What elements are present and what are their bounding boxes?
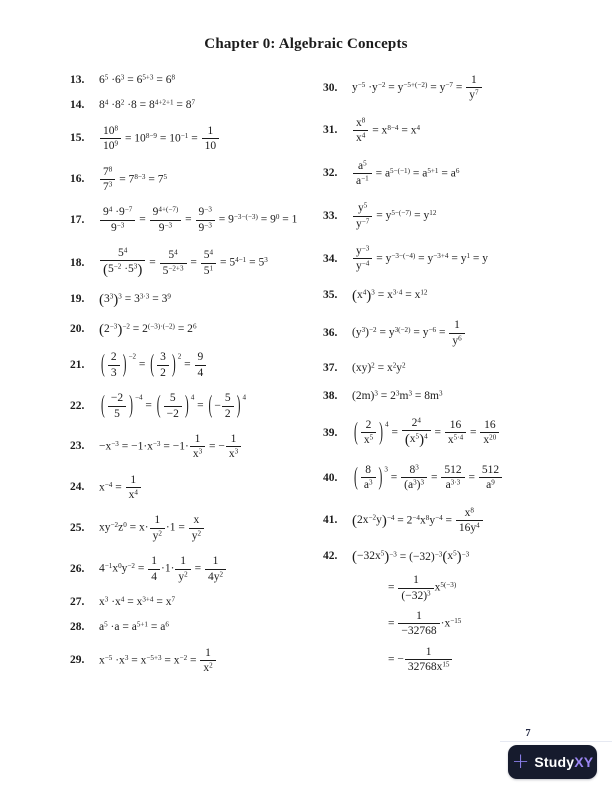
problem-expression: $x^{-5} \cdot x^3 = x^{-5+3} = x^{-2}$ = $\frac{1}{x^2}$ (99, 646, 217, 676)
problem-14 (70, 98, 322, 112)
problem-number: 32. (323, 167, 338, 180)
problem-expression: $(x^4)^3 = x^{3\cdot 4} = x^{12}$ (352, 287, 428, 304)
problem-number: 22. (70, 399, 85, 412)
open-paren: ( (208, 392, 213, 419)
problem-expression: $\frac{x^8}{x^4}$ = $x^{8-4} = x^4$ (352, 116, 420, 146)
close-paren: ) (129, 392, 133, 419)
problem-expression: ( $\frac{2}{3}$ ) $^{-2}$ = ( $\frac{3}{2}$ ) $^2$ = $\frac{9}{4}$ (99, 350, 207, 380)
problem-24 (70, 473, 322, 503)
page-title: Chapter 0: Algebraic Concepts (204, 36, 408, 52)
problem-number: 35. (323, 288, 338, 301)
problem-expression: $a^5 \cdot a = a^{5+1} = a^6$ (99, 620, 169, 634)
problem-number: 19. (70, 292, 85, 305)
close-paren: ) (137, 262, 143, 279)
close-paren: ) (384, 549, 390, 566)
close-paren: ) (378, 464, 383, 491)
problem-26 (70, 554, 322, 584)
footer-divider (500, 741, 612, 742)
problem-30 (323, 73, 605, 103)
problem-28 (70, 620, 322, 634)
open-paren: ( (354, 464, 358, 491)
plus-icon: + (511, 748, 530, 773)
problem-expression: $\frac{y^{-3}}{y^{-4}}$ = $y^{-3-(-4)} = y^{-3+4} = y^1 = y$ (352, 244, 488, 274)
open-paren: ( (404, 432, 410, 449)
problem-25 (70, 513, 322, 543)
problem-number: 38. (323, 389, 338, 402)
problem-22 (70, 391, 322, 421)
problem-number: 14. (70, 99, 85, 112)
close-paren: ) (236, 392, 241, 419)
problem-34 (323, 244, 605, 274)
problem-number: 41. (323, 514, 338, 527)
close-paren: ) (122, 351, 127, 379)
problems-area (0, 73, 612, 687)
problem-expression: $\frac{9^4 \cdot 9^{-7}}{9^{-3}}$ = $\frac{9^{4+(-7)}}{9^{-3}}$ = $\frac{9^{-3}}{9^{-3}}$ = $9^{-3-(-3)} = 9^0 = 1$ (99, 205, 297, 235)
problem-expression: $x^3 \cdot x^4 = x^{3+4} = x^7$ (99, 595, 176, 608)
problems-column-left (70, 73, 322, 687)
problem-number: 40. (323, 471, 338, 484)
brand-name-primary: Study (534, 754, 575, 770)
problem-41 (323, 506, 605, 536)
problem-expression: ( $\frac{8}{a^3}$ ) $^3$ = $\frac{8^3}{(a^3)^3}$ = $\frac{512}{a^{3\cdot 3}}$ = $\frac{512}{a^9}$ (352, 463, 503, 493)
problem-expression: $\frac{5^4}{(5^{-2} \cdot 5^3)}$ = $\frac{5^4}{5^{-2+3}}$ = $\frac{5^4}{5^1}$ = $5^{4-1} = 5^3$ (99, 246, 268, 280)
close-paren: ) (117, 321, 123, 338)
open-paren: ( (354, 419, 358, 446)
problem-number: 15. (70, 132, 85, 145)
problem-15 (70, 124, 322, 154)
problem-number: 17. (70, 213, 85, 226)
problem-expression: $(-32x^5)^{-3} = (-32)^{-3}(x^5)^{-3}$ = $\frac{1}{(-32)^3}$ $x^{5(-3)}$ = $\frac{1}{-32768}$ $\cdot x^{-15}$ = − $\frac{1}{32768x^{15}}$ (352, 549, 470, 674)
open-paren: ( (101, 392, 105, 419)
problem-number: 24. (70, 481, 85, 494)
open-paren: ( (352, 287, 357, 304)
problem-number: 29. (70, 654, 85, 667)
problem-35 (323, 287, 605, 306)
open-paren: ( (103, 262, 108, 279)
problem-number: 37. (323, 362, 338, 375)
problem-37 (323, 361, 605, 375)
problem-33 (323, 201, 605, 231)
problem-13 (70, 73, 322, 87)
problem-expression: $6^5 \cdot 6^3 = 6^{5+3} = 6^8$ (99, 73, 176, 86)
problem-number: 20. (70, 322, 85, 335)
problems-column-right (323, 73, 605, 687)
close-paren: ) (379, 419, 383, 446)
open-paren: ( (442, 549, 448, 566)
problem-expression: $\frac{a^5}{a^{-1}}$ = $a^{5-(-1)} = a^{5+1} = a^6$ (352, 159, 459, 189)
open-paren: ( (352, 513, 357, 530)
close-paren: ) (419, 432, 425, 449)
page-number: 7 (525, 728, 531, 739)
problem-expression: $8^4 \cdot 8^2 \cdot 8 = 8^{4+2+1} = 8^7$ (99, 98, 196, 112)
problem-expression: $4^{-1}x^0y^{-2}$ = $\frac{1}{4}$ ·1· $\frac{1}{y^2}$ = $\frac{1}{4y^2}$ (99, 554, 227, 584)
problem-20 (70, 321, 322, 340)
problem-expression: $(xy)^2 = x^2y^2$ (352, 361, 406, 375)
problem-19 (70, 291, 322, 310)
problem-number: 25. (70, 521, 85, 534)
problem-expression: $y^{-5} \cdot y^{-2} = y^{-5+(-2)} = y^{-7}$ = $\frac{1}{y^7}$ (352, 73, 483, 103)
problem-40 (323, 463, 605, 493)
problem-number: 33. (323, 209, 338, 222)
problem-number: 27. (70, 595, 85, 608)
problem-number: 23. (70, 440, 85, 453)
problem-23 (70, 432, 322, 462)
problem-expression: $(3^3)^3 = 3^{3\cdot 3} = 3^9$ (99, 292, 171, 309)
problem-36 (323, 318, 605, 348)
problem-expression: $-x^{-3} = -1\cdot x^{-3} = -1\cdot$ $\frac{1}{x^3}$ = − $\frac{1}{x^3}$ (99, 432, 242, 462)
problem-expression: $(2x^{-2}y)^{-4} = 2^{-4}x^8y^{-4}$ = $\frac{x^8}{16y^4}$ (352, 506, 484, 536)
problem-32 (323, 159, 605, 189)
problem-39 (323, 416, 605, 450)
close-paren: ) (171, 351, 176, 379)
close-paren: ) (456, 549, 462, 566)
problem-38 (323, 389, 605, 403)
problem-42 (323, 549, 605, 675)
problem-expression: $\frac{y^5}{y^{-7}}$ = $y^{5-(-7)} = y^{12}$ (352, 201, 436, 231)
problem-number: 13. (70, 74, 85, 86)
problem-number: 21. (70, 358, 85, 371)
problem-number: 39. (323, 426, 338, 439)
problem-number: 42. (323, 550, 338, 563)
open-paren: ( (156, 392, 161, 419)
problem-number: 16. (70, 173, 85, 186)
problem-16 (70, 165, 322, 195)
problem-expression: $\frac{10^8}{10^9}$ = $10^{8-9} = 10^{-1}$ = $\frac{1}{10}$ (99, 124, 220, 154)
problem-expression: $(2^{-3})^{-2} = 2^{(-3)\cdot(-2)} = 2^6$ (99, 321, 197, 338)
problem-expression: $(y^3)^{-2} = y^{3(-2)} = y^{-6}$ = $\frac{1}{y^6}$ (352, 318, 466, 348)
close-paren: ) (381, 513, 387, 530)
problem-expression: $\frac{7^8}{7^3}$ = $7^{8-3} = 7^5$ (99, 165, 167, 195)
problem-number: 18. (70, 256, 85, 269)
open-paren: ( (101, 351, 105, 379)
open-paren: ( (99, 292, 104, 309)
problem-18 (70, 246, 322, 280)
problem-number: 28. (70, 621, 85, 634)
problem-expression: $(2m)^3 = 2^3m^3 = 8m^3$ (352, 389, 443, 402)
brand-name-accent: XY (574, 754, 594, 770)
problem-number: 36. (323, 326, 338, 339)
studyxy-logo[interactable] (508, 745, 597, 779)
problem-expression: ( $\frac{-2}{5}$ ) $^{-4}$ = ( $\frac{5}{-2}$ ) $^4$ = ( − $\frac{5}{2}$ ) $^4$ (99, 391, 246, 421)
problem-21 (70, 350, 322, 380)
problem-number: 26. (70, 562, 85, 575)
problem-number: 34. (323, 252, 338, 265)
problem-expression: ( $\frac{2}{x^5}$ ) $^4$ = $\frac{2^4}{(x^5)^4}$ = $\frac{16}{x^{5\cdot 4}}$ = $\frac{16}{x^{20}}$ (352, 416, 500, 450)
problem-17 (70, 205, 322, 235)
open-paren: ( (150, 351, 155, 379)
open-paren: ( (99, 321, 104, 338)
problem-expression: $x^{-4}$ = $\frac{1}{x^4}$ (99, 473, 142, 503)
close-paren: ) (366, 287, 372, 304)
problem-27 (70, 595, 322, 609)
brand-name (534, 754, 593, 770)
problem-number: 31. (323, 124, 338, 137)
problem-expression: $xy^{-2}z^0 = x\cdot$ $\frac{1}{y^2}$ ·1 = $\frac{x}{y^2}$ (99, 513, 205, 543)
problem-29 (70, 646, 322, 676)
close-paren: ) (113, 292, 119, 309)
close-paren: ) (184, 392, 189, 419)
open-paren: ( (352, 549, 357, 566)
problem-number: 30. (323, 81, 338, 94)
problem-31 (323, 116, 605, 146)
